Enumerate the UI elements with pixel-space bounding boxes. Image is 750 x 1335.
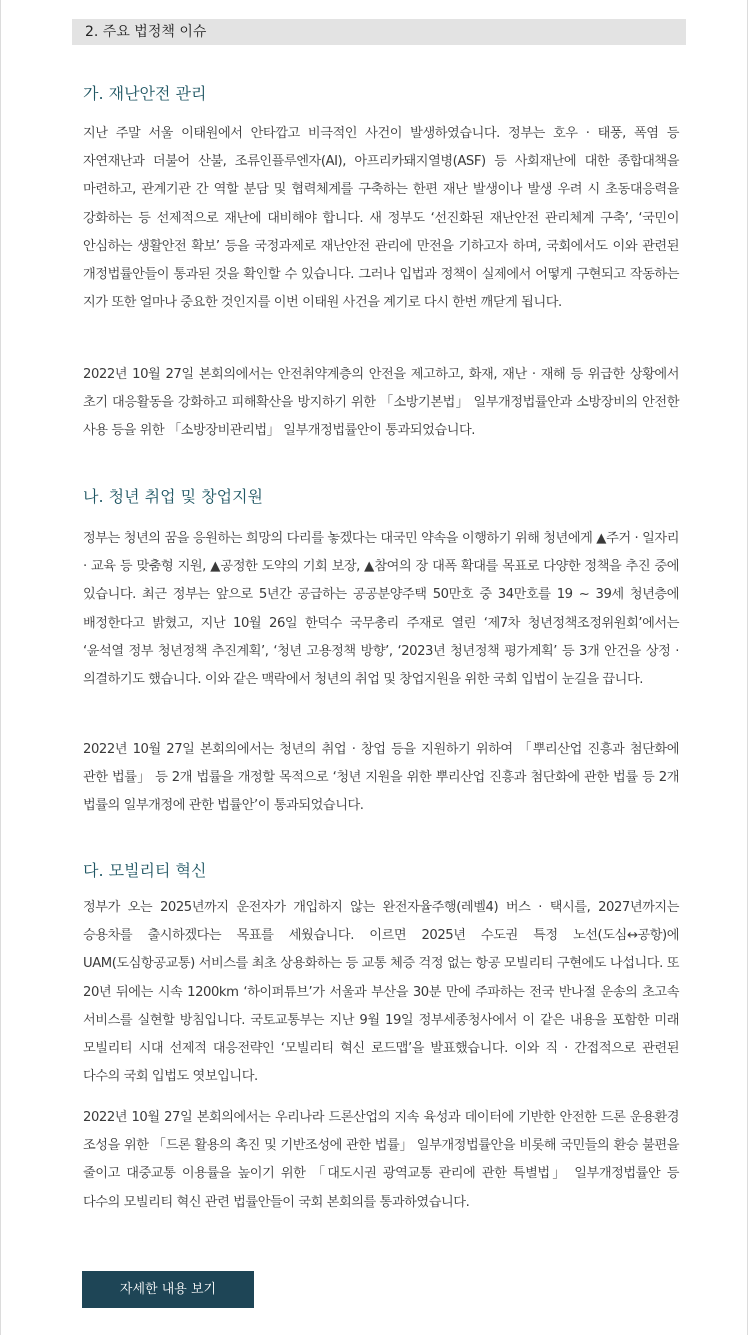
paragraph-youth-support-intro: 정부는 청년의 꿈을 응원하는 희망의 다리를 놓겠다는 대국민 약속을 이행하기 위해 청년에게 ▲주거 · 일자리 · 교육 등 맞춤형 지원, ▲공정한 도약의 기회 보장, ▲참여의 장 대폭 확대를 목표로 다양한 정책을 추진 중에 있습니다. 최근 정부는 앞으로 5년간 공급하는 공공분양주택 50만호 중 34만호를 19 ~ 39세 청년층에 배정한다고 밝혔고, 지난 10월 26일 한덕수 국무총리 주재로 열린 ‘제7차 청년정책조정위원회’에서는 ‘윤석열 정부 청년정책 추진계획’, ‘청년 고용정책 방향’, ‘2023년 청년정책 평가계획’ 등 3개 안건을 상정 · 의결하기도 했습니다. 이와 같은 맥락에서 청년의 취업 및 창업지원을 위한 국회 입법이 눈길을 끕니다.: [83, 531, 679, 688]
paragraph-disaster-safety-intro: 지난 주말 서울 이태원에서 안타깝고 비극적인 사건이 발생하였습니다. 정부는 호우 · 태풍, 폭염 등 자연재난과 더불어 산불, 조류인플루엔자(AI), 아프리카돼지열병(ASF) 등 사회재난에 대한 종합대책을 마련하고, 관계기관 간 역할 분담 및 협력체계를 구축하는 한편 재난 발생이나 발생 우려 시 초동대응력을 강화하는 등 선제적으로 재난에 대비해야 합니다. 새 정부도 ‘선진화된 재난안전 관리체계 구축’, ‘국민이 안심하는 생활안전 확보’ 등을 국정과제로 재난안전 관리에 만전을 기하고자 하며, 국회에서도 이와 관련된 개정법률안들이 통과된 것을 확인할 수 있습니다. 그러나 입법과 정책이 실제에서 어떻게 구현되고 작동하는 지가 또한 얼마나 중요한 것인지를 이번 이태원 사건을 계기로 다시 한번 깨닫게 됩니다.: [83, 126, 679, 311]
subsection-heading-disaster-safety: 가. 재난안전 관리: [83, 84, 207, 103]
subsection-heading-youth-support: 나. 청년 취업 및 창업지원: [83, 487, 263, 506]
paragraph-mobility-intro: 정부가 오는 2025년까지 운전자가 개입하지 않는 완전자율주행(레벨4) 버스 · 택시를, 2027년까지는 승용차를 출시하겠다는 목표를 세웠습니다. 이르면 2025년 수도권 특정 노선(도심↔공항)에 UAM(도심항공교통) 서비스를 최초 상용화하는 등 교통 체증 걱정 없는 항공 모빌리티 구현에도 나섭니다. 또 20년 뒤에는 시속 1200km ‘하이퍼튜브’가 서울과 부산을 30분 만에 주파하는 전국 반나절 운송의 초고속 서비스를 실현할 방침입니다. 국토교통부는 지난 9월 19일 정부세종청사에서 이 같은 내용을 포함한 미래 모빌리티 시대 선제적 대응전략인 ‘모빌리티 혁신 로드맵’을 발표했습니다. 이와 직 · 간접적으로 관련된 다수의 국회 입법도 엿보입니다.: [83, 900, 679, 1085]
view-details-button[interactable]: 자세한 내용 보기: [82, 1271, 254, 1308]
paragraph-mobility-bills: 2022년 10월 27일 본회의에서는 우리나라 드론산업의 지속 육성과 데이터에 기반한 안전한 드론 운용환경 조성을 위한 「드론 활용의 촉진 및 기반조성에 관한 법률」 일부개정법률안을 비롯해 국민들의 환승 불편을 줄이고 대중교통 이용률을 높이기 위한 「대도시권 광역교통 관리에 관한 특별법」 일부개정법률안 등 다수의 모빌리티 혁신 관련 법률안들이 국회 본회의를 통과하였습니다.: [83, 1110, 679, 1210]
subsection-heading-mobility: 다. 모빌리티 혁신: [83, 861, 207, 880]
section-title: 2. 주요 법정책 이슈: [72, 19, 686, 45]
paragraph-disaster-safety-bills: 2022년 10월 27일 본회의에서는 안전취약계층의 안전을 제고하고, 화재, 재난 · 재해 등 위급한 상황에서 초기 대응활동을 강화하고 피해확산을 방지하기 위한 「소방기본법」 일부개정법률안과 소방장비의 안전한 사용 등을 위한 「소방장비관리법」 일부개정법률안이 통과되었습니다.: [83, 367, 679, 439]
paragraph-youth-support-bills: 2022년 10월 27일 본회의에서는 청년의 취업 · 창업 등을 지원하기 위하여 「뿌리산업 진흥과 첨단화에 관한 법률」 등 2개 법률을 개정할 목적으로 ‘청년 지원을 위한 뿌리산업 진흥과 첨단화에 관한 법률 등 2개 법률의 일부개정에 관한 법률안’이 통과되었습니다.: [83, 742, 679, 814]
